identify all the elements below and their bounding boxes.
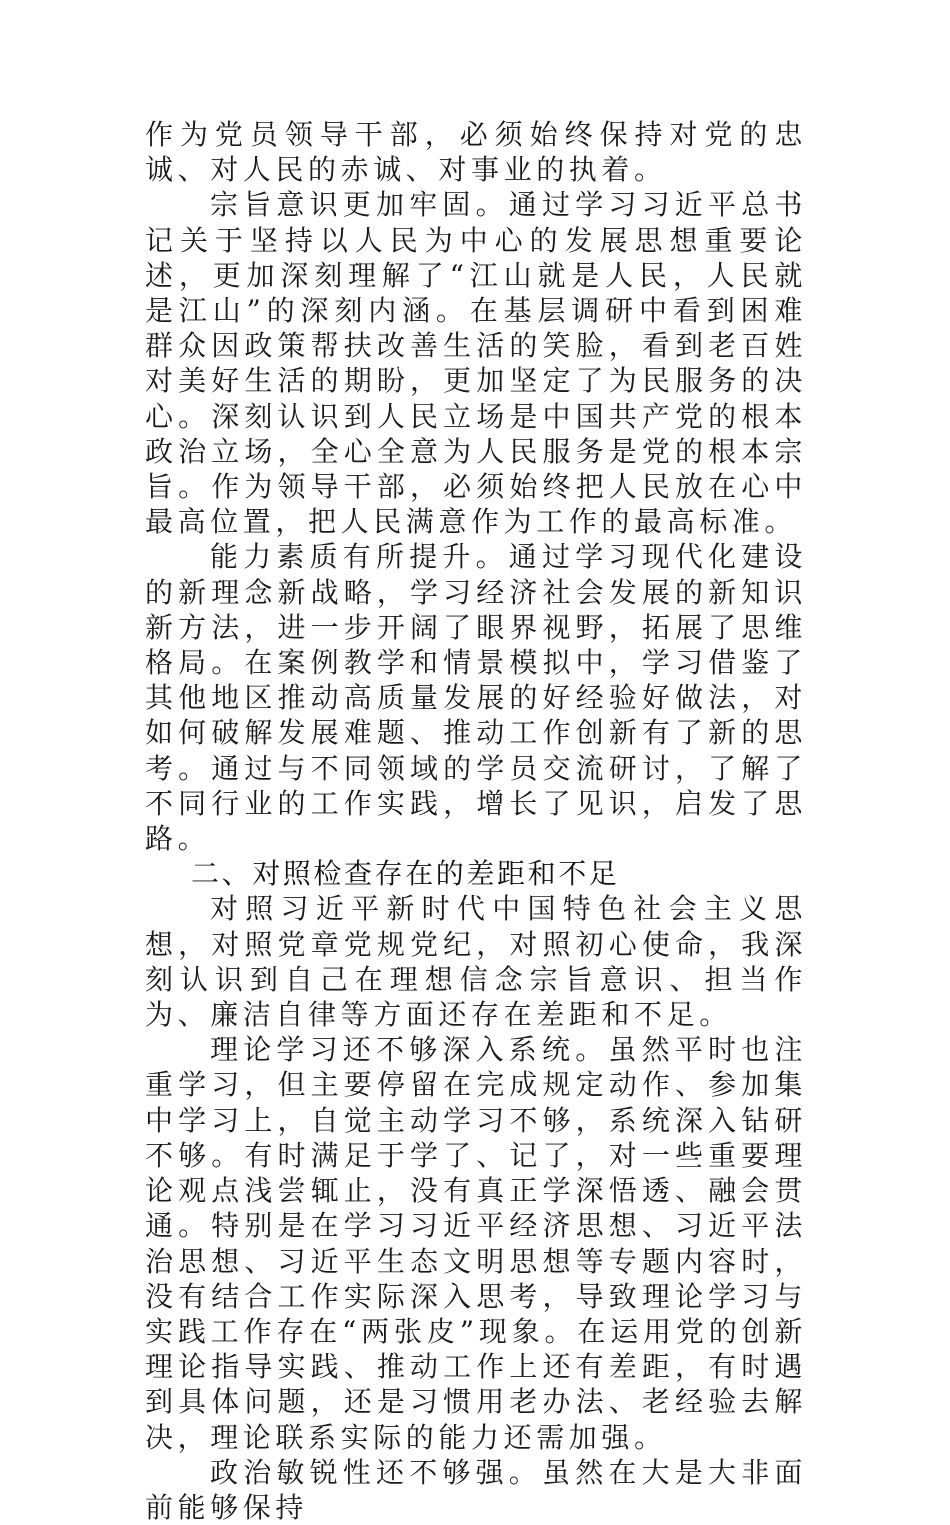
paragraph-ability-improvement: 能力素质有所提升。通过学习现代化建设的新理念新战略，学习经济社会发展的新知识新方法，进一步开阔了眼界视野，拓展了思维格局。在案例教学和情景模拟中，学习借鉴了其他地区推动高质量发展的好经验好做法，对如何破解发展难题、推动工作创新有了新的思考。通过与不同领域的学员交流研讨，了解了不同行业的工作实践，增长了见识，启发了思路。	[145, 540, 807, 856]
document-page	[145, 117, 807, 1525]
paragraph-purpose-awareness: 宗旨意识更加牢固。通过学习习近平总书记关于坚持以人民为中心的发展思想重要论述，更加深刻理解了“江山就是人民，人民就是江山”的深刻内涵。在基层调研中看到困难群众因政策帮扶改善生活的笑脸，看到老百姓对美好生活的期盼，更加坚定了为民服务的决心。深刻认识到人民立场是中国共产党的根本政治立场，全心全意为人民服务是党的根本宗旨。作为领导干部，必须始终把人民放在心中最高位置，把人民满意作为工作的最高标准。	[145, 188, 807, 539]
paragraph-gaps-intro: 对照习近平新时代中国特色社会主义思想，对照党章党规党纪，对照初心使命，我深刻认识到自己在理想信念宗旨意识、担当作为、廉洁自律等方面还存在差距和不足。	[145, 892, 807, 1032]
section-heading-gaps: 二、对照检查存在的差距和不足	[191, 857, 620, 891]
paragraph-loyalty-continuation: 作为党员领导干部，必须始终保持对党的忠诚、对人民的赤诚、对事业的执着。	[145, 118, 807, 187]
paragraph-theory-study: 理论学习还不够深入系统。虽然平时也注重学习，但主要停留在完成规定动作、参加集中学习上，自觉主动学习不够，系统深入钻研不够。有时满足于学了、记了，对一些重要理论观点浅尝辄止，没有真正学深悟透、融会贯通。特别是在学习习近平经济思想、习近平法治思想、习近平生态文明思想等专题内容时，没有结合工作实际深入思考，导致理论学习与实践工作存在“两张皮”现象。在运用党的创新理论指导实践、推动工作上还有差距，有时遇到具体问题，还是习惯用老办法、老经验去解决，理论联系实际的能力还需加强。	[145, 1033, 807, 1454]
paragraph-political-sensitivity: 政治敏锐性还不够强。虽然在大是大非面前能够保持	[145, 1455, 807, 1524]
